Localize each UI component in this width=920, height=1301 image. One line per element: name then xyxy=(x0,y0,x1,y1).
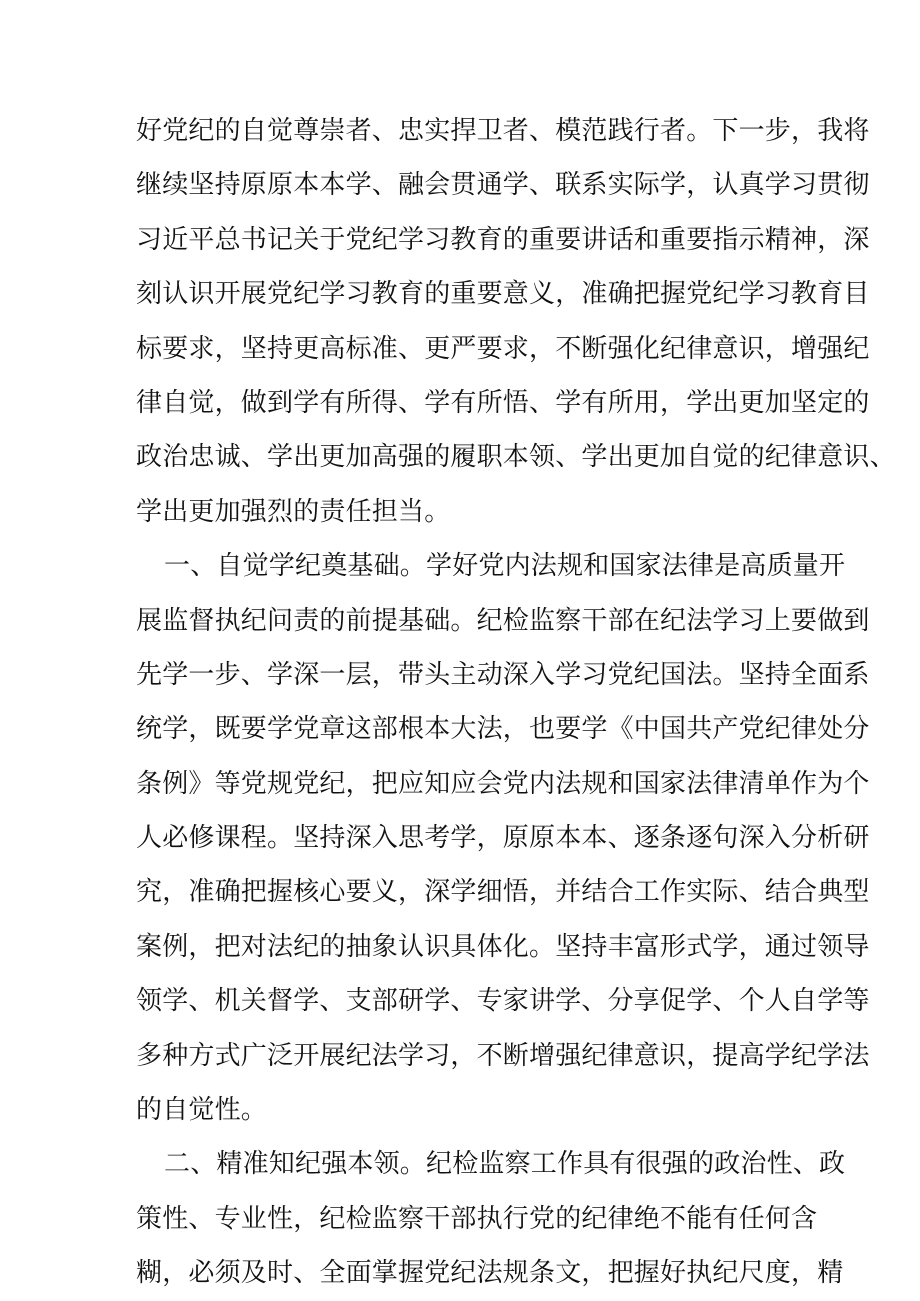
text-line: 人必修课程。坚持深入思考学，原原本本、逐条逐句深入分析研 xyxy=(136,823,870,854)
text-line: 刻认识开展党纪学习教育的重要意义，准确把握党纪学习教育目 xyxy=(136,279,870,310)
text-line: 先学一步、学深一层，带头主动深入学习党纪国法。坚持全面系 xyxy=(136,659,870,690)
text-line: 政治忠诚、学出更加高强的履职本领、学出更加自觉的纪律意识、 xyxy=(136,442,896,473)
text-line: 案例，把对法纪的抽象认识具体化。坚持丰富形式学，通过领导 xyxy=(136,931,870,962)
section-two-heading-line: 二、精准知纪强本领。纪检监察工作具有很强的政治性、政 xyxy=(164,1149,846,1180)
text-line: 展监督执纪问责的前提基础。纪检监察干部在纪法学习上要做到 xyxy=(136,605,870,636)
text-line: 统学，既要学党章这部根本大法，也要学《中国共产党纪律处分 xyxy=(136,714,870,745)
text-line: 策性、专业性，纪检监察干部执行党的纪律绝不能有任何含 xyxy=(136,1203,818,1234)
text-line: 继续坚持原原本本学、融会贯通学、联系实际学，认真学习贯彻 xyxy=(136,170,870,201)
text-line: 多种方式广泛开展纪法学习，不断增强纪律意识，提高学纪学法 xyxy=(136,1040,870,1071)
text-line: 律自觉，做到学有所得、学有所悟、学有所用，学出更加坚定的 xyxy=(136,387,870,418)
text-line: 好党纪的自觉尊崇者、忠实捍卫者、模范践行者。下一步，我将 xyxy=(136,116,870,146)
document-body xyxy=(136,104,896,1301)
text-line: 究，准确把握核心要义，深学细悟，并结合工作实际、结合典型 xyxy=(136,877,870,908)
text-line: 领学、机关督学、支部研学、专家讲学、分享促学、个人自学等 xyxy=(136,986,870,1017)
text-line: 条例》等党规党纪，把应知应会党内法规和国家法律清单作为个 xyxy=(136,768,870,799)
text-line: 学出更加强烈的责任担当。 xyxy=(136,496,451,527)
text-line: 习近平总书记关于党纪学习教育的重要讲话和重要指示精神，深 xyxy=(136,224,870,255)
text-line: 标要求，坚持更高标准、更严要求，不断强化纪律意识，增强纪 xyxy=(136,333,870,364)
section-one-heading-line: 一、自觉学纪奠基础。学好党内法规和国家法律是高质量开 xyxy=(164,551,846,582)
text-line: 的自觉性。 xyxy=(136,1095,268,1126)
text-line: 糊，必须及时、全面掌握党纪法规条文，把握好执纪尺度，精 xyxy=(136,1258,844,1289)
